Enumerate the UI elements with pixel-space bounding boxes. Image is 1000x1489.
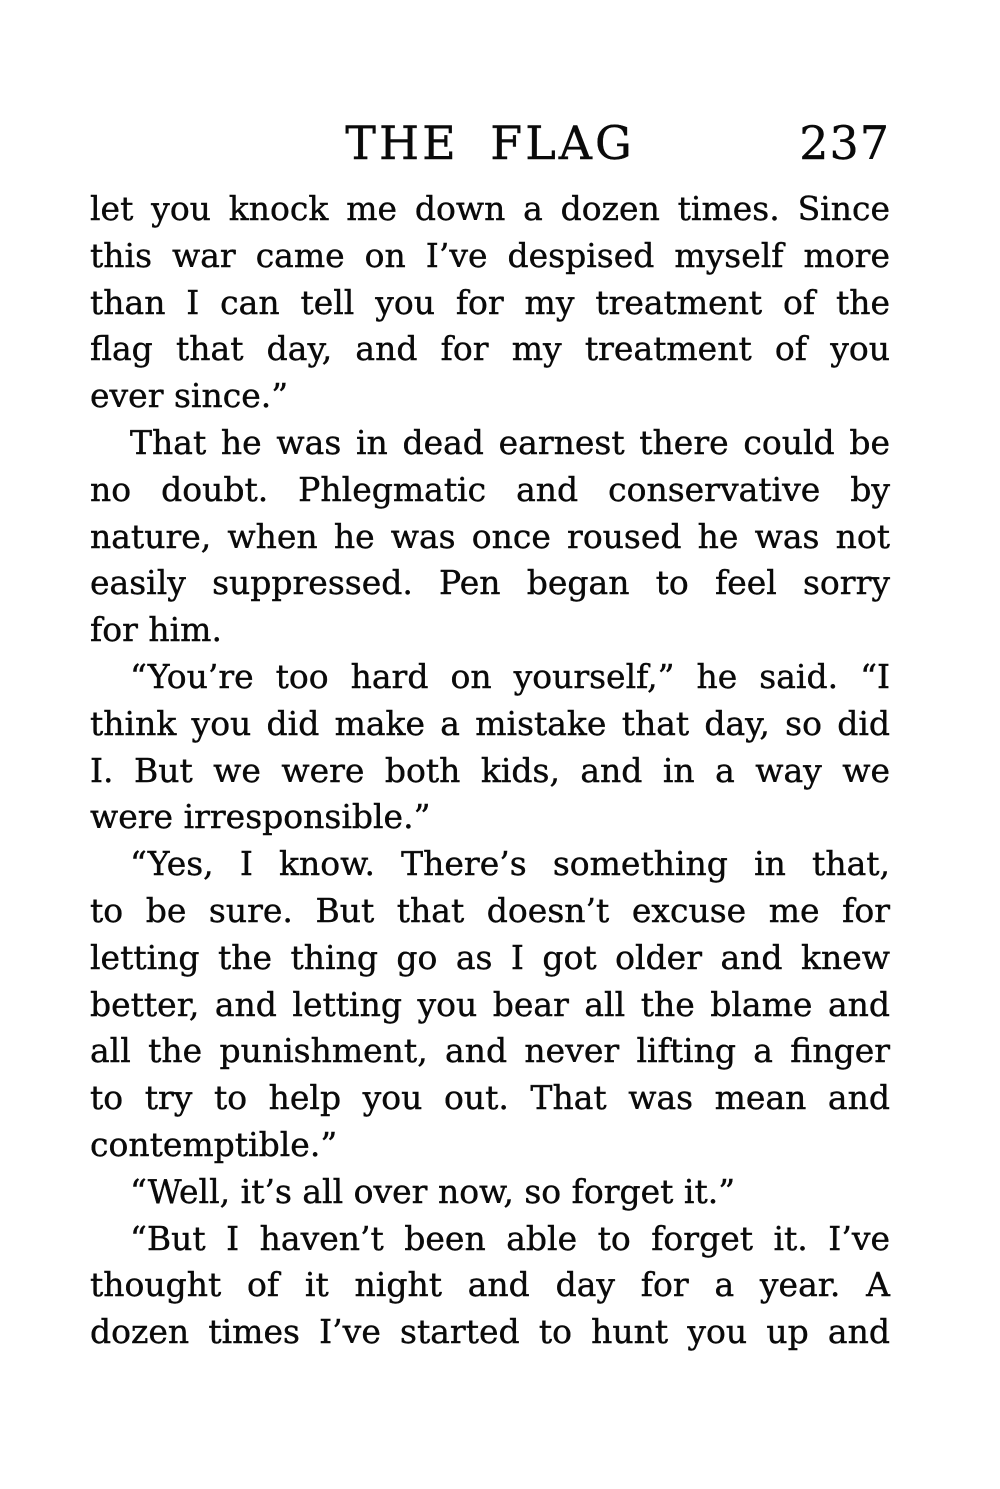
text-line: to try to help you out. That was mean and (90, 1078, 890, 1118)
chapter-title: THE FLAG (345, 116, 635, 170)
text-line: this war came on I’ve despised myself more (90, 235, 890, 275)
text-line: all the punishment, and never lifting a finger (90, 1031, 890, 1071)
text-line: better, and letting you bear all the blame and (90, 984, 890, 1024)
text-line: nature, when he was once roused he was not (90, 516, 890, 556)
paragraph (90, 1169, 890, 1216)
text-line: “You’re too hard on yourself,” he said. “I (130, 656, 890, 696)
text-line: think you did make a mistake that day, so did (90, 703, 890, 743)
text-line: contemptible.” (90, 1124, 338, 1164)
text-line: dozen times I’ve started to hunt you up and (90, 1312, 890, 1352)
paragraph (90, 654, 890, 841)
text-line: That he was in dead earnest there could be (130, 422, 890, 462)
page-number: 237 (799, 116, 890, 170)
text-line: ever since.” (90, 376, 289, 416)
text-line: to be sure. But that doesn’t excuse me for (90, 890, 890, 930)
text-line: easily suppressed. Pen began to feel sorry (90, 563, 890, 603)
text-line: I. But we were both kids, and in a way we (90, 750, 890, 790)
text-line: no doubt. Phlegmatic and conservative by (90, 469, 890, 509)
text-line: for him. (90, 610, 222, 650)
paragraph (90, 1216, 890, 1356)
body-text (90, 186, 890, 1356)
text-line: letting the thing go as I got older and knew (90, 937, 890, 977)
paragraph (90, 186, 890, 420)
text-line: thought of it night and day for a year. A (90, 1265, 890, 1305)
text-line: “Well, it’s all over now, so forget it.” (130, 1171, 736, 1211)
text-line: flag that day, and for my treatment of you (90, 329, 890, 369)
text-line: were irresponsible.” (90, 797, 431, 837)
paragraph (90, 420, 890, 654)
page-header (90, 118, 890, 168)
text-line: than I can tell you for my treatment of the (90, 282, 890, 322)
text-line: “But I haven’t been able to forget it. I’ve (130, 1218, 890, 1258)
text-line: let you knock me down a dozen times. Since (90, 189, 890, 228)
paragraph (90, 841, 890, 1169)
text-line: “Yes, I know. There’s something in that, (130, 844, 890, 884)
